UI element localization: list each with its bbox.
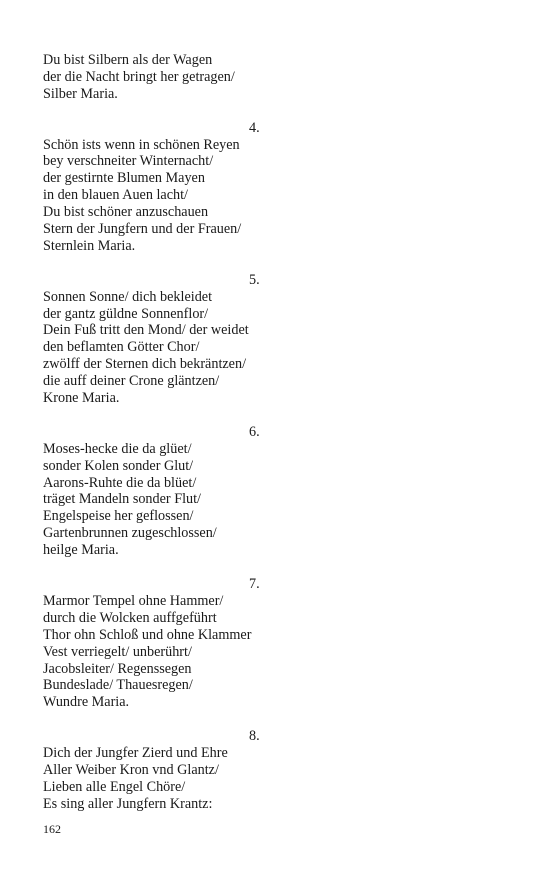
poem-line: Engelspeise her geflossen/	[43, 508, 194, 525]
poem-line: Silber Maria.	[43, 85, 118, 102]
page-number: 162	[43, 822, 61, 836]
poem-line: Lieben alle Engel Chöre/	[43, 778, 186, 795]
poem-line: Dein Fuß tritt den Mond/ der weidet	[43, 322, 249, 339]
poem-line: Moses-hecke die da glüet/	[43, 440, 192, 457]
poem-line: der die Nacht bringt her getragen/	[43, 68, 235, 85]
stanza-number: 5.	[249, 271, 260, 288]
poem-line: Thor ohn Schloß und ohne Klammer	[43, 626, 252, 643]
poem-line: Aller Weiber Kron vnd Glantz/	[43, 761, 219, 778]
stanza-4	[43, 120, 293, 255]
poem-line: Marmor Tempel ohne Hammer/	[43, 592, 224, 609]
poem-line: Schön ists wenn in schönen Reyen	[43, 136, 240, 153]
poem-line: Stern der Jungfern und der Frauen/	[43, 221, 242, 238]
poem-line: zwölff der Sternen dich bekräntzen/	[43, 356, 247, 373]
poem-line: Sonnen Sonne/ dich bekleidet	[43, 288, 213, 305]
poem-text	[43, 52, 293, 830]
stanza-7	[43, 576, 293, 711]
poem-line: Jacobsleiter/ Regenssegen	[43, 660, 192, 677]
poem-line: die auff deiner Crone gläntzen/	[43, 373, 220, 390]
poem-line: in den blauen Auen lacht/	[43, 187, 188, 204]
poem-line: Dich der Jungfer Zierd und Ehre	[43, 745, 228, 761]
stanza-6	[43, 424, 293, 559]
poem-line: träget Mandeln sonder Flut/	[43, 491, 202, 508]
poem-line: heilge Maria.	[43, 542, 119, 559]
stanza-3-continuation	[43, 52, 293, 103]
poem-line: der gestirnte Blumen Mayen	[43, 170, 205, 187]
poem-line: Es sing aller Jungfern Krantz:	[43, 795, 213, 812]
poem-line: Aarons-Ruhte die da blüet/	[43, 474, 197, 491]
poem-line: Du bist schöner anzuschauen	[43, 204, 209, 221]
poem-line: Gartenbrunnen zugeschlossen/	[43, 525, 217, 542]
poem-line: den beflamten Götter Chor/	[43, 339, 200, 356]
poem-line: sonder Kolen sonder Glut/	[43, 457, 194, 474]
stanza-8	[43, 728, 293, 813]
poem-line: Krone Maria.	[43, 390, 120, 407]
poem-line: Vest verriegelt/ unberührt/	[43, 643, 192, 660]
stanza-number: 7.	[249, 575, 260, 592]
stanza-number: 4.	[249, 119, 260, 136]
poem-line: durch die Wolcken auffgeführt	[43, 609, 217, 626]
poem-line: bey verschneiter Winternacht/	[43, 153, 214, 170]
poem-line: Du bist Silbern als der Wagen	[43, 52, 213, 68]
stanza-number: 6.	[249, 423, 260, 440]
poem-line: der gantz güldne Sonnenflor/	[43, 305, 209, 322]
poem-line: Sternlein Maria.	[43, 237, 136, 254]
poem-line: Wundre Maria.	[43, 694, 130, 711]
poem-line: Bundeslade/ Thauesregen/	[43, 677, 193, 694]
stanza-number: 8.	[249, 728, 260, 745]
stanza-5	[43, 272, 293, 407]
